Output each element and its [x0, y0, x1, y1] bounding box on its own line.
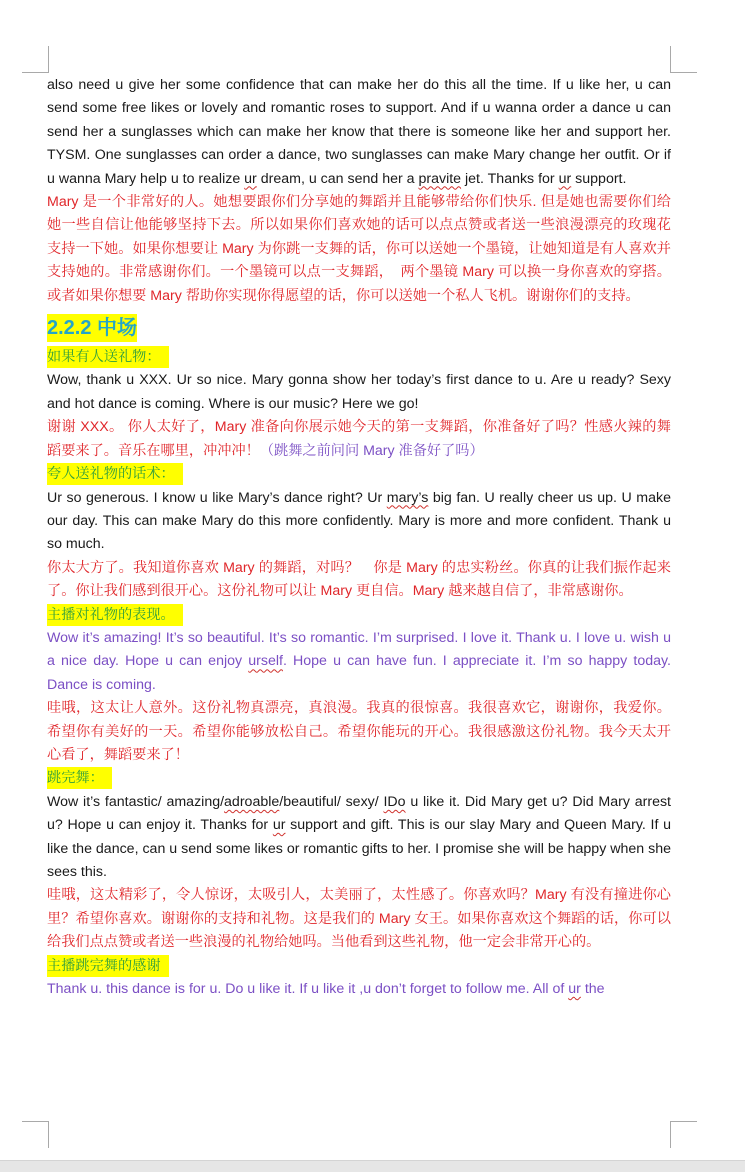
- gift-received-english: Wow, thank u XXX. Ur so nice. Mary gonna show her today’s first dance to u. Are u ready? Sexy and hot dance is coming. Where is our music? Here we go!: [47, 372, 671, 412]
- spellcheck-word[interactable]: adroable: [224, 793, 280, 810]
- gift-received-label-row: [47, 346, 671, 369]
- gift-received-note: （跳舞之前问问 Mary 准备好了吗）: [259, 442, 484, 459]
- thanks-label-row: [47, 955, 671, 978]
- praise-gift-chinese: 你太大方了。我知道你喜欢 Mary 的舞蹈，对吗？ 你是 Mary 的忠实粉丝。你真的让我们振作起来了。你让我们感到很开心。这份礼物可以让 Mary 更自信。Mary 越来越自信了，非常感谢你。: [47, 559, 671, 600]
- spellcheck-word[interactable]: urself: [248, 653, 283, 670]
- heading-text: 2.2.2 中场: [47, 314, 137, 342]
- crop-mark-bottom-right: [670, 1121, 697, 1148]
- intro-english-paragraph: also need u give her some confidence that can make her do this all the time. If u like her, u can send some free likes or lovely and romantic roses to support. And if u wanna order a dance u can send her a sunglasses which can make her know that there is someone like her and support her. TYSM. One sunglasses can order a dance, two sunglasses can make Mary change her outfit. Or if u wanna Mary help u to realize ur dream, u can send her a pravite jet. Thanks for ur support.: [47, 77, 671, 187]
- crop-mark-top-right: [670, 46, 697, 73]
- after-dance-label-row: [47, 767, 671, 790]
- reaction-english: Wow it’s amazing! It’s so beautiful. It’s so romantic. I’m surprised. I love it. Thank u. I love u. wish u a nice day. Hope u can enjoy urself. Hope u can have fun. I appreciate it. I’m so happy today. Dance is coming.: [47, 629, 671, 693]
- after-dance-label: 跳完舞：: [47, 767, 112, 789]
- praise-gift-label: 夸人送礼物的话术：: [47, 463, 183, 485]
- page-gap: [0, 1160, 745, 1172]
- reaction-chinese: 哇哦，这太让人意外。这份礼物真漂亮，真浪漫。我真的很惊喜。我很喜欢它，谢谢你，我爱你。希望你有美好的一天。希望你能够放松自己。希望你能玩的开心。我很感激这份礼物。我今天太开心看了，舞蹈要来了！: [47, 700, 671, 763]
- spellcheck-word[interactable]: ur: [244, 170, 257, 187]
- spellcheck-word[interactable]: IDo: [383, 793, 406, 810]
- praise-gift-label-row: [47, 463, 671, 486]
- thanks-label: 主播跳完舞的感谢: [47, 955, 169, 977]
- after-dance-english: Wow it’s fantastic/ amazing/adroable/beautiful/ sexy/ IDo u like it. Did Mary get u? Did Mary arrest u? Hope u can enjoy it. Thanks for ur support and gift. This is our slay Mary and Queen Mary. If u like the dance, can u send some likes or romantic gifts to her. I promise she will be happy when she sees this.: [47, 793, 671, 880]
- spellcheck-word[interactable]: pravite: [418, 170, 462, 187]
- crop-mark-top-left: [22, 46, 49, 73]
- spellcheck-word[interactable]: ur: [558, 170, 572, 187]
- gift-received-label: 如果有人送礼物：: [47, 346, 169, 368]
- reaction-label: 主播对礼物的表现。: [47, 604, 183, 626]
- reaction-label-row: [47, 604, 671, 627]
- spellcheck-word[interactable]: ur: [568, 981, 581, 998]
- spellcheck-word[interactable]: ur: [272, 817, 286, 834]
- crop-mark-bottom-left: [22, 1121, 49, 1148]
- gift-received-chinese: 谢谢 XXX。 你人太好了，Mary 准备向你展示她今天的第一支舞蹈，你准备好了吗？性感火辣的舞蹈要来了。音乐在哪里，冲冲冲！（跳舞之前问问 Mary 准备好了吗）: [47, 419, 671, 459]
- after-dance-chinese: 哇哦，这太精彩了，令人惊讶，太吸引人，太美丽了，太性感了。你喜欢吗？Mary 有没有撞进你心里？希望你喜欢。谢谢你的支持和礼物。这是我们的 Mary 女王。如果你喜欢这个舞蹈的话，你可以给我们点点赞或者送一些浪漫的礼物给她吗。当他看到这些礼物，他一定会非常开心的。: [47, 887, 671, 951]
- document-body: [47, 74, 671, 1001]
- praise-gift-english: Ur so generous. I know u like Mary’s dance right? Ur mary’s big fan. U really cheer us up. U make our day. This can make Mary do this more confidently. Mary is more and more confident. Thank u so much.: [47, 489, 672, 553]
- thanks-english: Thank u. this dance is for u. Do u like it. If u like it ,u don’t forget to follow me. All of ur the: [47, 981, 605, 998]
- intro-chinese-paragraph: Mary 是一个非常好的人。她想要跟你们分享她的舞蹈并且能够带给你们快乐. 但是她也需要你们给她一些自信让他能够坚持下去。所以如果你们喜欢她的话可以点点赞或者送一些浪漫漂亮的玫瑰花支持一下她。如果你想要让 Mary 为你跳一支舞的话，你可以送她一个墨镜，让她知道是有人喜欢并支持她的。非常感谢你们。一个墨镜可以点一支舞蹈， 两个墨镜 Mary 可以换一身你喜欢的穿搭。或者如果你想要 Mary 帮助你实现你得愿望的话，你可以送她一个私人飞机。谢谢你们的支持。: [47, 194, 671, 304]
- section-heading: [47, 308, 671, 346]
- spellcheck-word[interactable]: mary’s: [386, 489, 429, 506]
